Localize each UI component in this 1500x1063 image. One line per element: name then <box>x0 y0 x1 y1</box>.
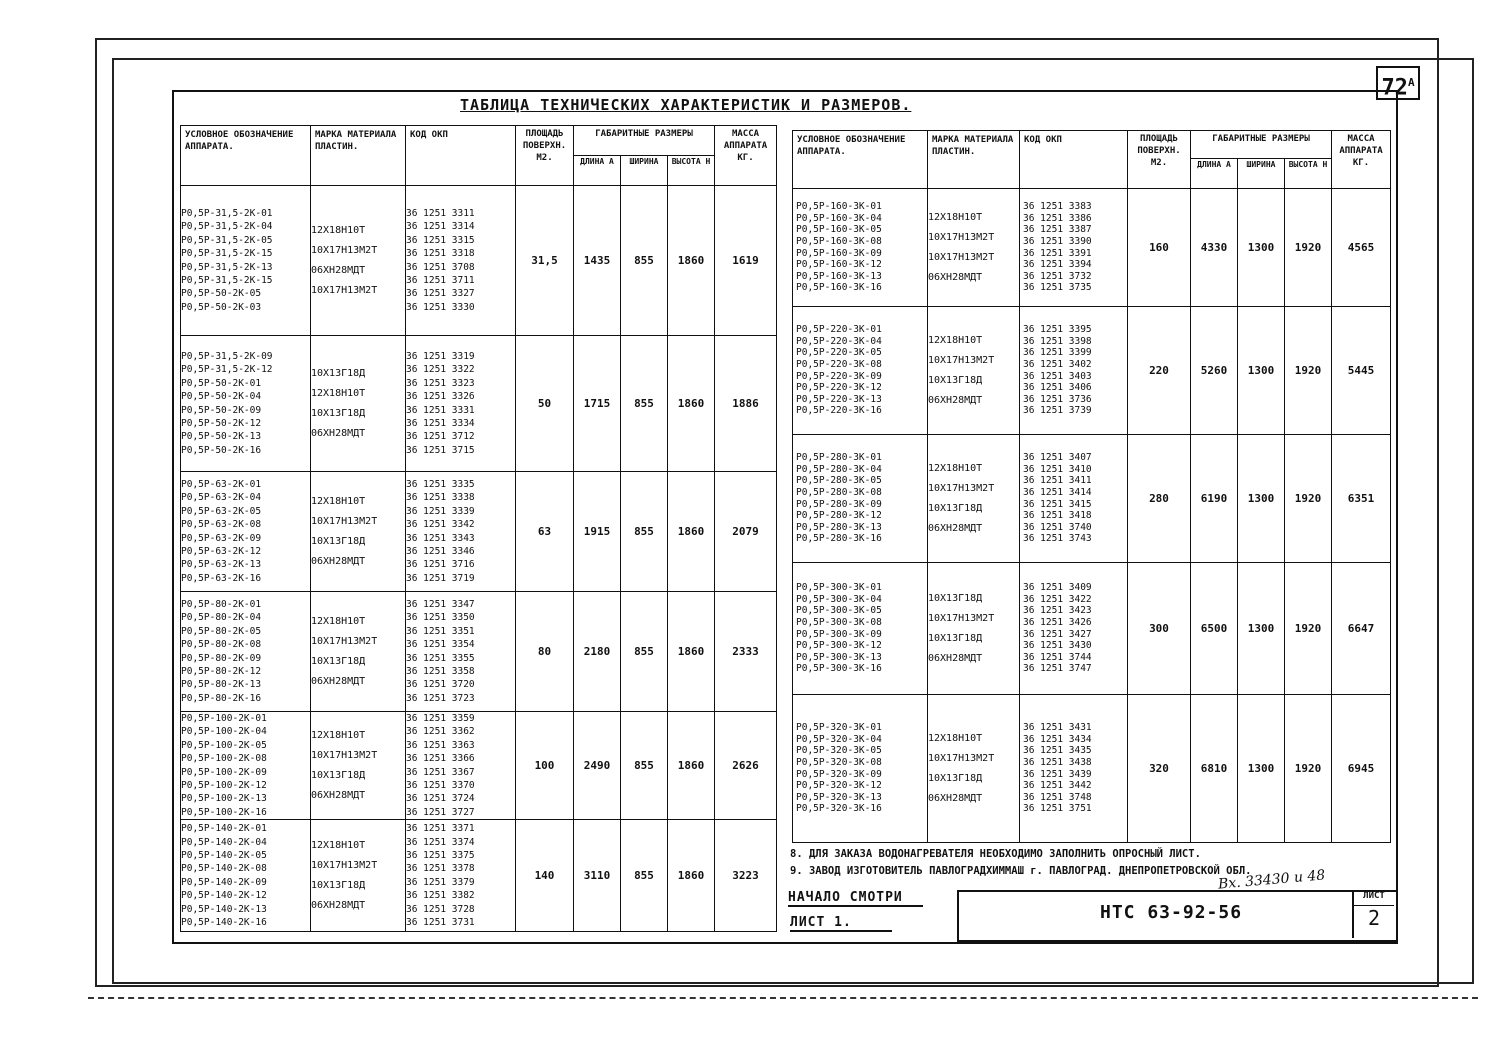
code-cell: 36 1251 3407 36 1251 3410 36 1251 3411 36 1251 3414 36 1251 3415 36 1251 3418 36 1251 3740 36 1251 3743 <box>1020 435 1128 563</box>
page-title: ТАБЛИЦА ТЕХНИЧЕСКИХ ХАРАКТЕРИСТИК И РАЗМЕРОВ. <box>460 96 912 114</box>
header-material: МАРКА МАТЕРИАЛА ПЛАСТИН. <box>311 126 406 186</box>
area-cell: 300 <box>1128 563 1191 695</box>
height-cell: 1920 <box>1285 435 1332 563</box>
length-cell: 3110 <box>574 820 621 932</box>
length-cell: 2180 <box>574 592 621 712</box>
code-cell: 36 1251 3347 36 1251 3350 36 1251 3351 36 1251 3354 36 1251 3355 36 1251 3358 36 1251 3720 36 1251 3723 <box>406 592 516 712</box>
material-cell: 12Х18Н10Т 10Х17Н13М2Т 06ХН28МДТ 10Х17Н13М2Т <box>311 186 406 336</box>
length-cell: 1435 <box>574 186 621 336</box>
width-cell: 855 <box>621 336 668 472</box>
table-row <box>181 820 777 932</box>
length-cell: 6500 <box>1191 563 1238 695</box>
mass-cell: 5445 <box>1332 307 1391 435</box>
width-cell: 855 <box>621 712 668 820</box>
area-cell: 80 <box>516 592 574 712</box>
designation-cell: Р0,5Р-31,5-2К-01 Р0,5Р-31,5-2К-04 Р0,5Р-31,5-2К-05 Р0,5Р-31,5-2К-15 Р0,5Р-31,5-2К-13 Р0,5Р-31,5-2К-15 Р0,5Р-50-2К-05 Р0,5Р-50-2К-03 <box>181 186 311 336</box>
header-material: МАРКА МАТЕРИАЛА ПЛАСТИН. <box>928 131 1020 189</box>
material-cell: 12Х18Н10Т 10Х17Н13М2Т 10Х13Г18Д 06ХН28МДТ <box>311 820 406 932</box>
designation-cell: Р0,5Р-220-3К-01 Р0,5Р-220-3К-04 Р0,5Р-220-3К-05 Р0,5Р-220-3К-08 Р0,5Р-220-3К-09 Р0,5Р-220-3К-12 Р0,5Р-220-3К-13 Р0,5Р-220-3К-16 <box>793 307 928 435</box>
length-cell: 6190 <box>1191 435 1238 563</box>
area-cell: 220 <box>1128 307 1191 435</box>
area-cell: 280 <box>1128 435 1191 563</box>
header-dims: ГАБАРИТНЫЕ РАЗМЕРЫ <box>574 126 715 156</box>
header-area: ПЛОЩАДЬ ПОВЕРХН. М2. <box>516 126 574 186</box>
header-code: КОД ОКП <box>1020 131 1128 189</box>
mass-cell: 6647 <box>1332 563 1391 695</box>
mass-cell: 1886 <box>715 336 777 472</box>
designation-cell: Р0,5Р-31,5-2К-09 Р0,5Р-31,5-2К-12 Р0,5Р-50-2К-01 Р0,5Р-50-2К-04 Р0,5Р-50-2К-09 Р0,5Р-50-2К-12 Р0,5Р-50-2К-13 Р0,5Р-50-2К-16 <box>181 336 311 472</box>
mass-cell: 4565 <box>1332 189 1391 307</box>
designation-cell: Р0,5Р-140-2К-01 Р0,5Р-140-2К-04 Р0,5Р-140-2К-05 Р0,5Р-140-2К-08 Р0,5Р-140-2К-09 Р0,5Р-140-2К-12 Р0,5Р-140-2К-13 Р0,5Р-140-2К-16 <box>181 820 311 932</box>
table-row <box>793 435 1391 563</box>
material-cell: 12Х18Н10Т 10Х17Н13М2Т 10Х13Г18Д 06ХН28МДТ <box>311 712 406 820</box>
start-sheet-label: ЛИСТ 1. <box>790 915 892 932</box>
header-designation: УСЛОВНОЕ ОБОЗНАЧЕНИЕ АППАРАТА. <box>181 126 311 186</box>
width-cell: 1300 <box>1238 189 1285 307</box>
sheet-label: ЛИСТ <box>1352 891 1394 906</box>
sheet-number: 2 <box>1352 906 1394 938</box>
header-width: ШИРИНА <box>1238 159 1285 189</box>
header-designation: УСЛОВНОЕ ОБОЗНАЧЕНИЕ АППАРАТА. <box>793 131 928 189</box>
material-cell: 12Х18Н10Т 10Х17Н13М2Т 10Х13Г18Д 06ХН28МДТ <box>311 472 406 592</box>
header-dims: ГАБАРИТНЫЕ РАЗМЕРЫ <box>1191 131 1332 159</box>
height-cell: 1860 <box>668 472 715 592</box>
width-cell: 1300 <box>1238 307 1285 435</box>
length-cell: 6810 <box>1191 695 1238 843</box>
length-cell: 1715 <box>574 336 621 472</box>
designation-cell: Р0,5Р-80-2К-01 Р0,5Р-80-2К-04 Р0,5Р-80-2К-05 Р0,5Р-80-2К-08 Р0,5Р-80-2К-09 Р0,5Р-80-2К-12 Р0,5Р-80-2К-13 Р0,5Р-80-2К-16 <box>181 592 311 712</box>
table-row <box>181 336 777 472</box>
code-cell: 36 1251 3409 36 1251 3422 36 1251 3423 36 1251 3426 36 1251 3427 36 1251 3430 36 1251 3744 36 1251 3747 <box>1020 563 1128 695</box>
width-cell: 855 <box>621 472 668 592</box>
area-cell: 140 <box>516 820 574 932</box>
height-cell: 1920 <box>1285 307 1332 435</box>
header-length: ДЛИНА А <box>574 156 621 186</box>
page-number: $72^A$ <box>1376 66 1420 100</box>
width-cell: 855 <box>621 820 668 932</box>
width-cell: 855 <box>621 592 668 712</box>
code-cell: 36 1251 3359 36 1251 3362 36 1251 3363 36 1251 3366 36 1251 3367 36 1251 3370 36 1251 3724 36 1251 3727 <box>406 712 516 820</box>
header-code: КОД ОКП <box>406 126 516 186</box>
material-cell: 12Х18Н10Т 10Х17Н13М2Т 10Х13Г18Д 06ХН28МДТ <box>928 695 1020 843</box>
height-cell: 1920 <box>1285 563 1332 695</box>
material-cell: 12Х18Н10Т 10Х17Н13М2Т 10Х13Г18Д 06ХН28МДТ <box>928 435 1020 563</box>
designation-cell: Р0,5Р-320-3К-01 Р0,5Р-320-3К-04 Р0,5Р-320-3К-05 Р0,5Р-320-3К-08 Р0,5Р-320-3К-09 Р0,5Р-320-3К-12 Р0,5Р-320-3К-13 Р0,5Р-320-3К-16 <box>793 695 928 843</box>
code-cell: 36 1251 3383 36 1251 3386 36 1251 3387 36 1251 3390 36 1251 3391 36 1251 3394 36 1251 3732 36 1251 3735 <box>1020 189 1128 307</box>
table-row <box>181 712 777 820</box>
handwritten-registration: Вх. 33430 и 48 <box>1217 867 1326 893</box>
height-cell: 1920 <box>1285 695 1332 843</box>
width-cell: 1300 <box>1238 435 1285 563</box>
length-cell: 4330 <box>1191 189 1238 307</box>
area-cell: 31,5 <box>516 186 574 336</box>
code-cell: 36 1251 3431 36 1251 3434 36 1251 3435 36 1251 3438 36 1251 3439 36 1251 3442 36 1251 3748 36 1251 3751 <box>1020 695 1128 843</box>
area-cell: 160 <box>1128 189 1191 307</box>
height-cell: 1860 <box>668 592 715 712</box>
cut-line <box>88 997 1478 999</box>
table-row <box>793 563 1391 695</box>
right-spec-table <box>792 130 1391 843</box>
note-8: 8. ДЛЯ ЗАКАЗА ВОДОНАГРЕВАТЕЛЯ НЕОБХОДИМО ЗАПОЛНИТЬ ОПРОСНЫЙ ЛИСТ. <box>790 848 1201 860</box>
header-area: ПЛОЩАДЬ ПОВЕРХН. М2. <box>1128 131 1191 189</box>
designation-cell: Р0,5Р-100-2К-01 Р0,5Р-100-2К-04 Р0,5Р-100-2К-05 Р0,5Р-100-2К-08 Р0,5Р-100-2К-09 Р0,5Р-100-2К-12 Р0,5Р-100-2К-13 Р0,5Р-100-2К-16 <box>181 712 311 820</box>
table-row <box>181 186 777 336</box>
material-cell: 10Х13Г18Д 10Х17Н13М2Т 10Х13Г18Д 06ХН28МДТ <box>928 563 1020 695</box>
mass-cell: 6351 <box>1332 435 1391 563</box>
length-cell: 5260 <box>1191 307 1238 435</box>
document-code: НТС 63-92-56 <box>1100 902 1243 923</box>
width-cell: 855 <box>621 186 668 336</box>
area-cell: 63 <box>516 472 574 592</box>
area-cell: 100 <box>516 712 574 820</box>
designation-cell: Р0,5Р-160-3К-01 Р0,5Р-160-3К-04 Р0,5Р-160-3К-05 Р0,5Р-160-3К-08 Р0,5Р-160-3К-09 Р0,5Р-160-3К-12 Р0,5Р-160-3К-13 Р0,5Р-160-3К-16 <box>793 189 928 307</box>
mass-cell: 2626 <box>715 712 777 820</box>
mass-cell: 2079 <box>715 472 777 592</box>
length-cell: 1915 <box>574 472 621 592</box>
table-row <box>793 189 1391 307</box>
code-cell: 36 1251 3395 36 1251 3398 36 1251 3399 36 1251 3402 36 1251 3403 36 1251 3406 36 1251 3736 36 1251 3739 <box>1020 307 1128 435</box>
table-row <box>181 592 777 712</box>
designation-cell: Р0,5Р-280-3К-01 Р0,5Р-280-3К-04 Р0,5Р-280-3К-05 Р0,5Р-280-3К-08 Р0,5Р-280-3К-09 Р0,5Р-280-3К-12 Р0,5Р-280-3К-13 Р0,5Р-280-3К-16 <box>793 435 928 563</box>
mass-cell: 6945 <box>1332 695 1391 843</box>
area-cell: 50 <box>516 336 574 472</box>
height-cell: 1860 <box>668 336 715 472</box>
height-cell: 1860 <box>668 186 715 336</box>
header-height: ВЫСОТА Н <box>668 156 715 186</box>
table-row <box>793 307 1391 435</box>
designation-cell: Р0,5Р-63-2К-01 Р0,5Р-63-2К-04 Р0,5Р-63-2К-05 Р0,5Р-63-2К-08 Р0,5Р-63-2К-09 Р0,5Р-63-2К-12 Р0,5Р-63-2К-13 Р0,5Р-63-2К-16 <box>181 472 311 592</box>
width-cell: 1300 <box>1238 563 1285 695</box>
designation-cell: Р0,5Р-300-3К-01 Р0,5Р-300-3К-04 Р0,5Р-300-3К-05 Р0,5Р-300-3К-08 Р0,5Р-300-3К-09 Р0,5Р-300-3К-12 Р0,5Р-300-3К-13 Р0,5Р-300-3К-16 <box>793 563 928 695</box>
area-cell: 320 <box>1128 695 1191 843</box>
width-cell: 1300 <box>1238 695 1285 843</box>
mass-cell: 1619 <box>715 186 777 336</box>
height-cell: 1860 <box>668 820 715 932</box>
material-cell: 12Х18Н10Т 10Х17Н13М2Т 10Х13Г18Д 06ХН28МДТ <box>928 307 1020 435</box>
header-length: ДЛИНА А <box>1191 159 1238 189</box>
header-height: ВЫСОТА Н <box>1285 159 1332 189</box>
code-cell: 36 1251 3311 36 1251 3314 36 1251 3315 36 1251 3318 36 1251 3708 36 1251 3711 36 1251 3327 36 1251 3330 <box>406 186 516 336</box>
header-mass: МАССА АППАРАТА КГ. <box>1332 131 1391 189</box>
note-9: 9. ЗАВОД ИЗГОТОВИТЕЛЬ ПАВЛОГРАДХИММАШ г. ПАВЛОГРАД. ДНЕПРОПЕТРОВСКОЙ ОБЛ. <box>790 865 1252 877</box>
material-cell: 10Х13Г18Д 12Х18Н10Т 10Х13Г18Д 06ХН28МДТ <box>311 336 406 472</box>
mass-cell: 3223 <box>715 820 777 932</box>
code-cell: 36 1251 3335 36 1251 3338 36 1251 3339 36 1251 3342 36 1251 3343 36 1251 3346 36 1251 3716 36 1251 3719 <box>406 472 516 592</box>
material-cell: 12Х18Н10Т 10Х17Н13М2Т 10Х17Н13М2Т 06ХН28МДТ <box>928 189 1020 307</box>
height-cell: 1920 <box>1285 189 1332 307</box>
table-row <box>793 695 1391 843</box>
height-cell: 1860 <box>668 712 715 820</box>
header-mass: МАССА АППАРАТА КГ. <box>715 126 777 186</box>
material-cell: 12Х18Н10Т 10Х17Н13М2Т 10Х13Г18Д 06ХН28МДТ <box>311 592 406 712</box>
start-see-label: НАЧАЛО СМОТРИ <box>788 890 923 907</box>
code-cell: 36 1251 3371 36 1251 3374 36 1251 3375 36 1251 3378 36 1251 3379 36 1251 3382 36 1251 3728 36 1251 3731 <box>406 820 516 932</box>
header-width: ШИРИНА <box>621 156 668 186</box>
mass-cell: 2333 <box>715 592 777 712</box>
length-cell: 2490 <box>574 712 621 820</box>
code-cell: 36 1251 3319 36 1251 3322 36 1251 3323 36 1251 3326 36 1251 3331 36 1251 3334 36 1251 3712 36 1251 3715 <box>406 336 516 472</box>
left-spec-table <box>180 125 777 932</box>
table-row <box>181 472 777 592</box>
